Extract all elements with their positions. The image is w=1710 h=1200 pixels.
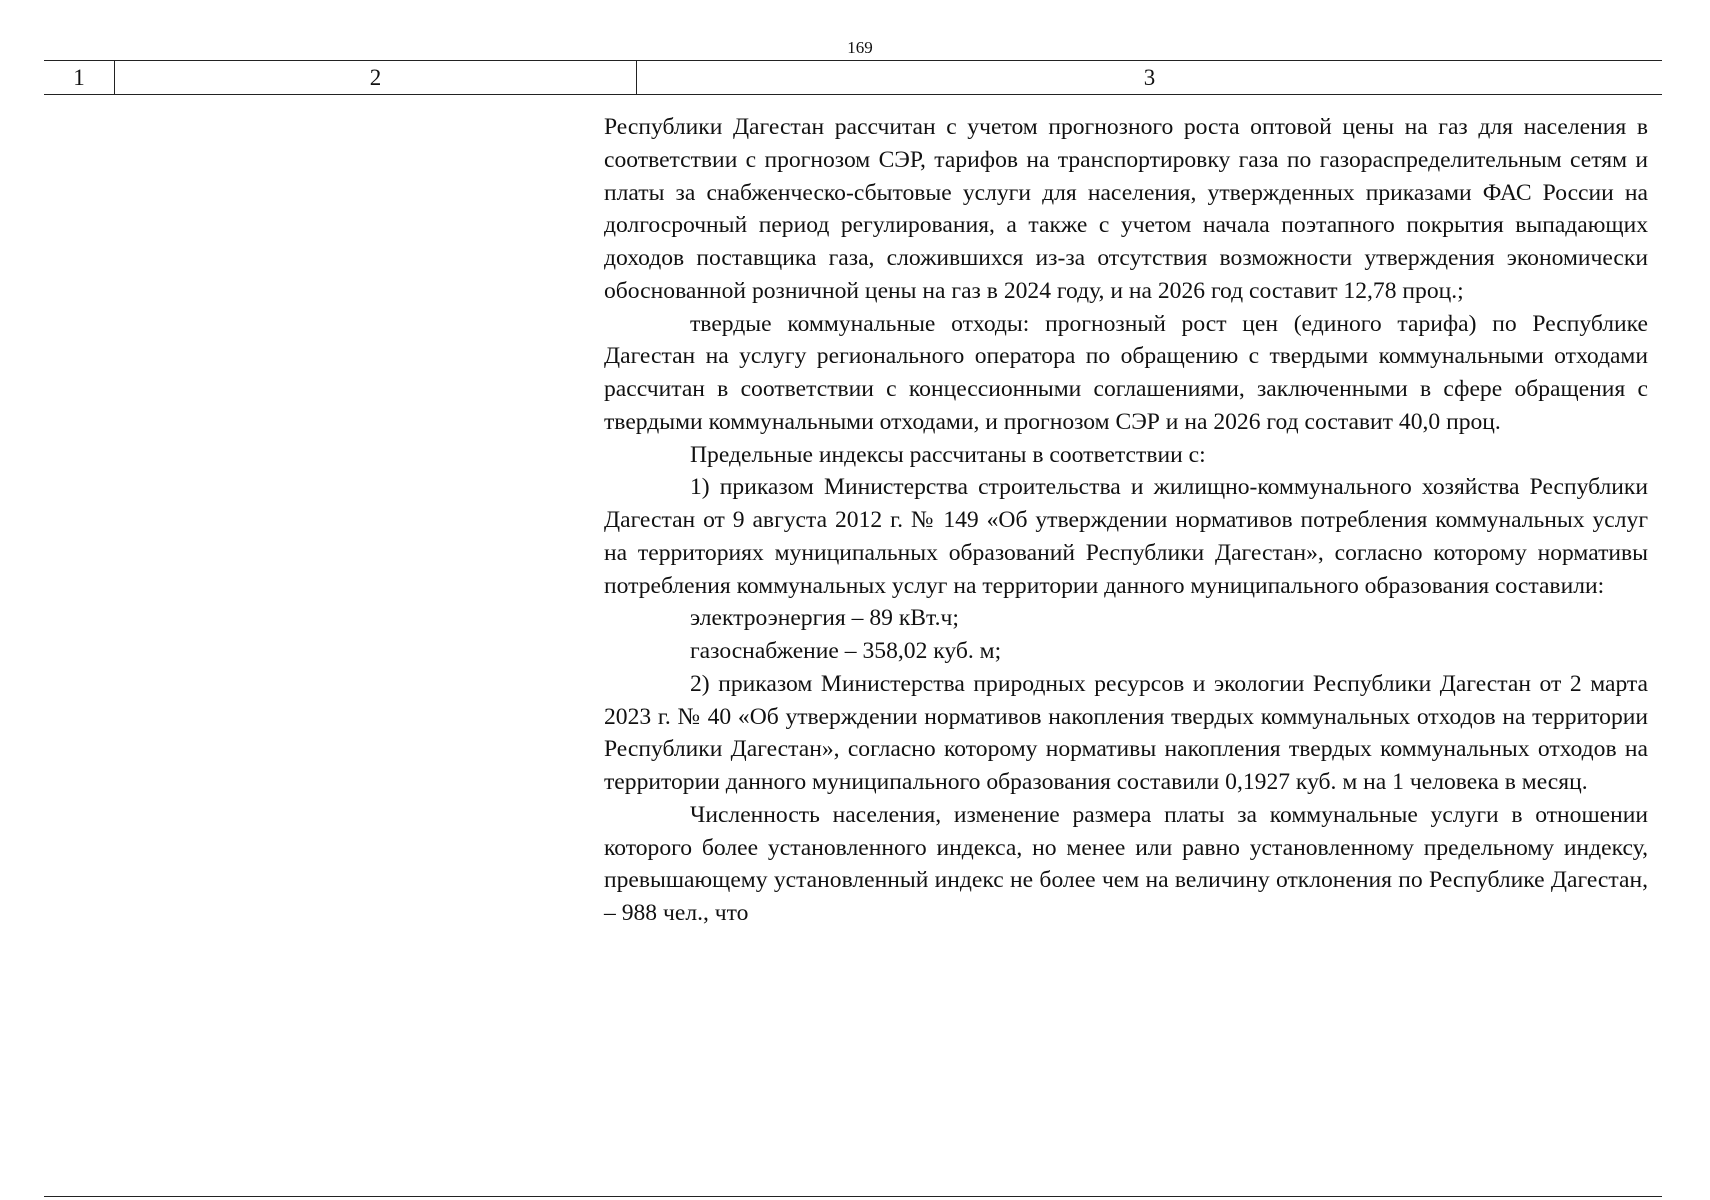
- table-header-row: [44, 60, 1662, 95]
- page-number: 169: [847, 38, 873, 57]
- paragraph-order-1: 1) приказом Министерства строительства и жилищно-коммунального хозяйства Республики Дагестан от 9 августа 2012 г. № 149 «Об утверждении нормативов потребления коммунальных услуг на территориях муниципальных образований Республики Дагестан», согласно которому нормативы потребления коммунальных услуг на территории данного муниципального образования составили:: [604, 474, 1648, 599]
- paragraph-order-2: 2) приказом Министерства природных ресурсов и экологии Республики Дагестан от 2 марта 2023 г. № 40 «Об утверждении нормативов накопления твердых коммунальных отходов на территории Республики Дагестан», согласно которому нормативы накопления твердых коммунальных отходов на территории данного муниципального образования составили 0,1927 куб. м на 1 человека в месяц.: [604, 670, 1648, 795]
- table-header-col-2: 2: [114, 61, 636, 94]
- bottom-rule: [44, 1196, 1662, 1197]
- paragraph-solid-waste: твердые коммунальные отходы: прогнозный рост цен (единого тарифа) по Республике Дагестан на услугу регионального оператора по обращению с твердыми коммунальными отходами рассчитан в соответствии с концессионными соглашениями, заключенными в сфере обращения с твердыми коммунальными отходами, и прогнозом СЭР и на 2026 год составит 40,0 проц.: [604, 310, 1648, 435]
- table-header-col-1: 1: [73, 65, 85, 90]
- document-body: [604, 111, 1648, 930]
- paragraph-population: Численность населения, изменение размера платы за коммунальные услуги в отношении которого более установленного индекса, но менее или равно установленному предельному индексу, превышающему установленный индекс не более чем на величину отклонения по Республике Дагестан, – 988 чел., что: [604, 801, 1648, 926]
- paragraph-indices-intro: Предельные индексы рассчитаны в соответствии с:: [690, 441, 1206, 468]
- paragraph-gas-continuation: Республики Дагестан рассчитан с учетом прогнозного роста оптовой цены на газ для населения в соответствии с прогнозом СЭР, тарифов на транспортировку газа по газораспределительным сетям и платы за снабженческо-сбытовые услуги для населения, утвержденных приказами ФАС России на долгосрочный период регулирования, а также с учетом начала поэтапного покрытия выпадающих доходов поставщика газа, сложившихся из-за отсутствия возможности утверждения экономически обоснованной розничной цены на газ в 2024 году, и на 2026 год составит 12,78 проц.;: [604, 114, 1648, 304]
- paragraph-gas-norm: газоснабжение – 358,02 куб. м;: [690, 638, 1002, 664]
- table-header-col-3: 3: [636, 61, 1662, 94]
- paragraph-electricity-norm: электроэнергия – 89 кВт.ч;: [690, 605, 959, 632]
